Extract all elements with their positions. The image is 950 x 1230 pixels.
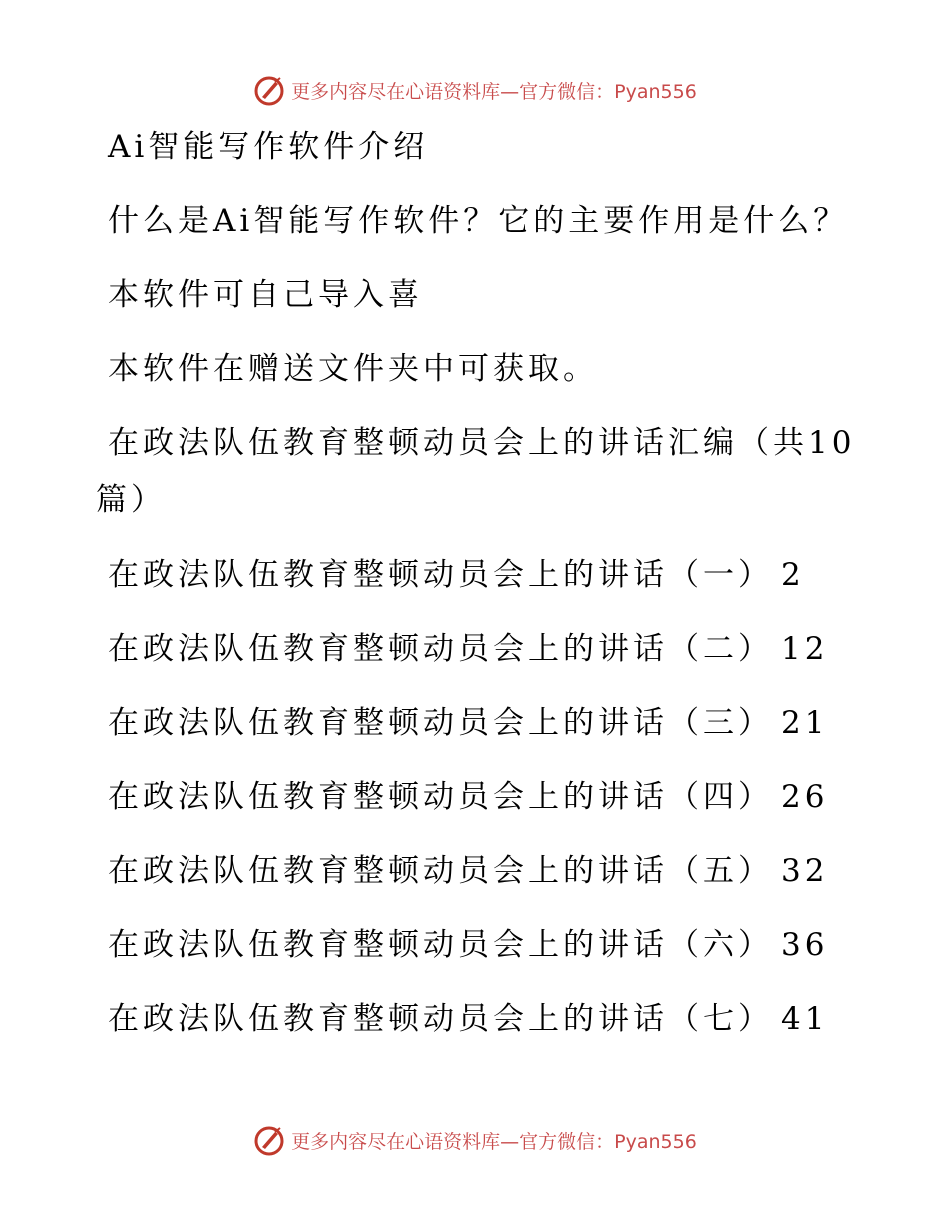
header-banner-text: 更多内容尽在心语资料库—官方微信：Pyan556	[291, 80, 697, 103]
toc-entry[interactable]	[108, 555, 805, 595]
toc-entry-label: 在政法队伍教育整顿动员会上的讲话（二）	[108, 631, 773, 667]
toc-entry-page: 2	[781, 557, 805, 593]
doc-line-download: 本软件在赠送文件夹中可获取。	[108, 351, 598, 387]
toc-entry-page: 26	[781, 779, 829, 815]
doc-line-import: 本软件可自己导入喜	[108, 277, 423, 313]
toc-entry[interactable]	[108, 999, 828, 1039]
toc-entry-page: 32	[781, 853, 829, 889]
footer-banner-text: 更多内容尽在心语资料库—官方微信：Pyan556	[291, 1130, 697, 1153]
toc-entry-page: 21	[781, 705, 829, 741]
toc-entry-page: 36	[781, 927, 829, 963]
header-wechat-id: Pyan556	[614, 80, 697, 103]
toc-entry-label: 在政法队伍教育整顿动员会上的讲话（七）	[108, 1001, 773, 1037]
toc-entry-label: 在政法队伍教育整顿动员会上的讲话（六）	[108, 927, 773, 963]
toc-entry[interactable]	[108, 851, 828, 891]
doc-question: 什么是Ai智能写作软件？它的主要作用是什么？	[108, 203, 849, 239]
toc-entry[interactable]	[108, 777, 828, 817]
toc-entry-label: 在政法队伍教育整顿动员会上的讲话（四）	[108, 779, 773, 815]
toc-entry[interactable]	[108, 925, 828, 965]
quill-logo-icon	[253, 1124, 285, 1156]
doc-title: Ai智能写作软件介绍	[108, 129, 429, 165]
quill-logo-icon	[253, 74, 285, 106]
footer-wechat-id: Pyan556	[614, 1130, 697, 1153]
toc-entry-label: 在政法队伍教育整顿动员会上的讲话（一）	[108, 557, 773, 593]
toc-entry[interactable]	[108, 629, 828, 669]
collection-title-line-2: 篇）	[96, 482, 166, 518]
toc-entry-page: 12	[781, 631, 829, 667]
toc-entry-page: 41	[781, 1001, 829, 1037]
collection-title-line-1: 在政法队伍教育整顿动员会上的讲话汇编（共10	[108, 425, 856, 461]
header-banner	[0, 70, 950, 110]
toc-entry-label: 在政法队伍教育整顿动员会上的讲话（三）	[108, 705, 773, 741]
toc-entry[interactable]	[108, 703, 828, 743]
toc-entry-label: 在政法队伍教育整顿动员会上的讲话（五）	[108, 853, 773, 889]
footer-banner	[0, 1120, 950, 1160]
